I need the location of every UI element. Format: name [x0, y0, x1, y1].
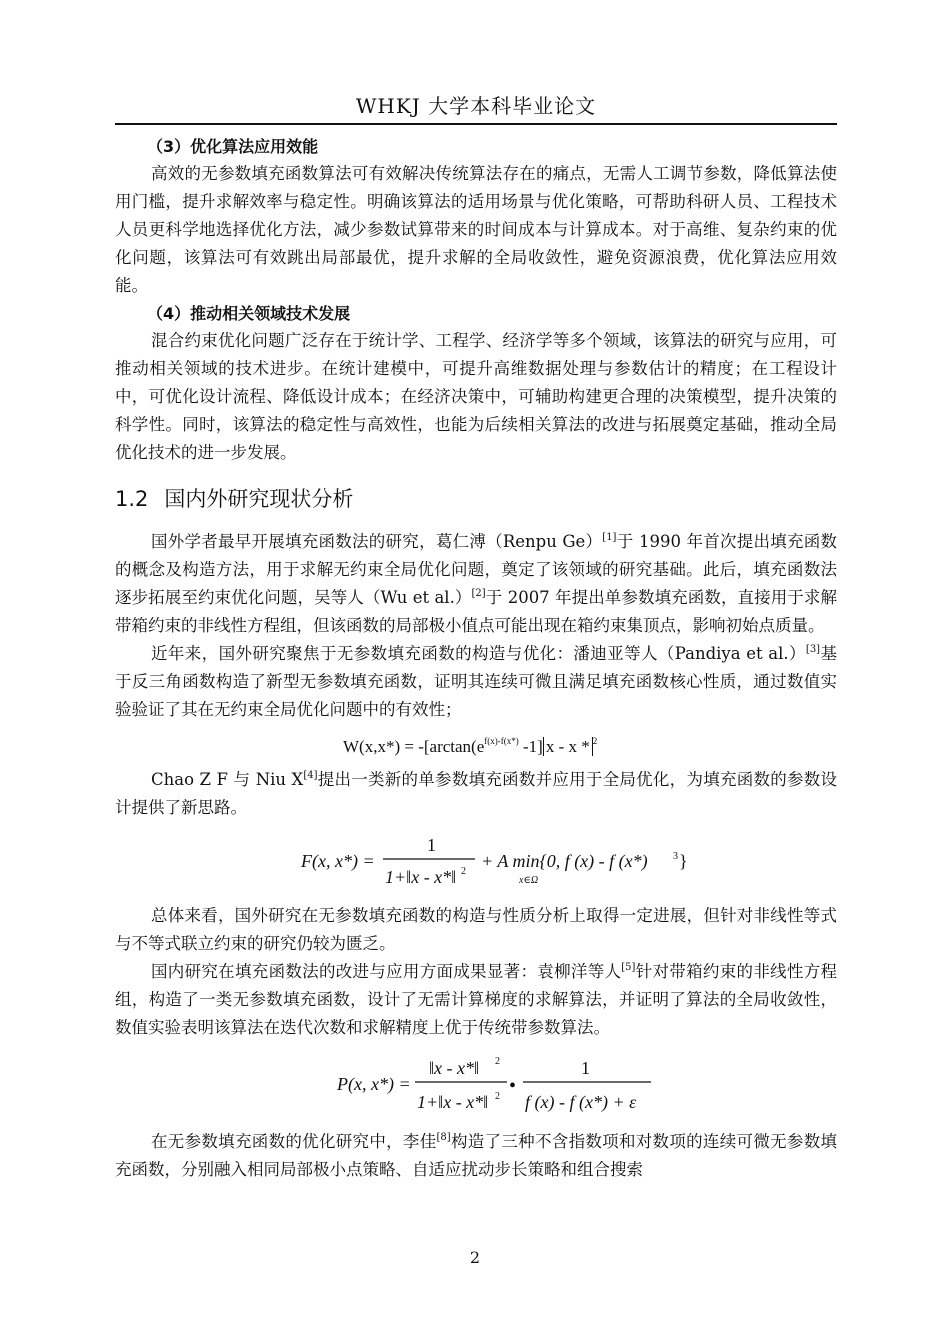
citation-ref: [2]	[471, 588, 486, 599]
eq-norm: x - x *	[543, 737, 593, 756]
text-run: 国外学者最早开展填充函数法的研究，葛仁溥（Renpu Ge）	[151, 532, 603, 551]
subsection-heading-4: （4）推动相关领域技术发展	[147, 304, 351, 323]
citation-ref: [4]	[303, 770, 318, 781]
eq-exponent: 2	[495, 1091, 500, 1102]
text-run: 构造了三种不含指数项和对数项的连续可微无参数填充函数，分别融入相同局部极小点策略、自适应扰动步长策略和组合搜索	[115, 1132, 838, 1179]
page-number: 2	[469, 1248, 481, 1267]
text-run: 提出一类新的单参数填充函数并应用于全局优化，为填充函数的参数设计提供了新思路。	[115, 770, 838, 817]
citation-ref: [1]	[602, 532, 617, 543]
equation-f-svg	[115, 830, 837, 890]
paragraph-3	[115, 766, 837, 822]
eq-numerator: 1	[581, 1058, 590, 1078]
eq-subscript: x∈Ω	[519, 875, 539, 886]
text-run: 在无参数填充函数的优化研究中，李佳	[151, 1132, 437, 1151]
eq-denominator: 1+‖x - x*‖	[385, 867, 457, 887]
equation-f	[115, 830, 837, 890]
text-run: 国内研究在填充函数法的改进与应用方面成果显著：袁柳洋等人	[151, 962, 622, 981]
eq-exponent: 3	[673, 851, 678, 862]
text-run: Chao Z F 与 Niu X	[151, 770, 304, 789]
eq-tail: + A min{0, f (x) - f (x*)	[481, 851, 648, 871]
text-run: 近年来，国外研究聚焦于无参数填充函数的构造与优化：潘迪亚等人（Pandiya et al.）	[151, 644, 806, 663]
text-run: 基于反三角函数构造了新型无参数填充函数，证明其连续可微且满足填充函数核心性质，通过数值实验验证了其在无约束全局优化问题中的有效性；	[115, 644, 837, 719]
paragraph-2	[115, 640, 837, 724]
paragraph-5	[115, 958, 837, 1042]
subsection-heading-3: （3）优化算法应用效能	[147, 137, 319, 156]
text-run: 针对带箱约束的非线性方程组，构造了一类无参数填充函数，设计了无需计算梯度的求解算法，并证明了算法的全局收敛性，数值实验表明该算法在迭代次数和求解精度上优于传统带参数算法。	[115, 962, 838, 1037]
eq-numerator: ‖x - x*‖	[429, 1058, 480, 1078]
section-number: 1.2	[115, 487, 149, 511]
section-heading	[115, 484, 837, 514]
eq-denominator: f (x) - f (x*) + ε	[525, 1092, 637, 1112]
eq-dot: •	[509, 1075, 517, 1097]
citation-ref: [3]	[805, 644, 821, 655]
paragraph-4: 总体来看，国外研究在无参数填充函数的构造与性质分析上取得一定进展，但针对非线性等式与不等式联立约束的研究仍较为匮乏。	[115, 906, 837, 953]
text-run: 于 2007 年提出单参数填充函数，直接用于求解带箱约束的非线性方程组，但该函数的局部极小值点可能出现在箱约束集顶点，影响初始点质量。	[115, 588, 837, 635]
eq-exponent: 2	[592, 736, 598, 746]
equation-w	[115, 730, 837, 758]
equation-p	[115, 1050, 837, 1116]
eq-text: -1]	[518, 737, 543, 756]
paragraph-s3: 高效的无参数填充函数算法可有效解决传统算法存在的痛点，无需人工调节参数，降低算法使用门槛，提升求解效率与稳定性。明确该算法的适用场景与优化策略，可帮助科研人员、工程技术人员更科学地选择优化方法，减少参数试算带来的时间成本与计算成本。对于高维、复杂约束的优化问题，该算法可有效跳出局部最优，提升求解的全局收敛性，避免资源浪费，优化算法应用效能。	[115, 164, 837, 295]
eq-close: }	[679, 851, 688, 871]
eq-numerator: 1	[427, 835, 436, 855]
citation-ref: [8]	[436, 1132, 451, 1143]
eq-denominator: 1+‖x - x*‖	[417, 1092, 489, 1112]
eq-lhs: F(x, x*) =	[301, 851, 375, 871]
text-run: 于 1990 年首次提出填充函数的概念及构造方法，用于求解无约束全局优化问题，奠定了该领域的研究基础。此后，填充函数法逐步拓展至约束优化问题，吴等人（Wu et al.）	[115, 532, 837, 607]
eq-exponent: f(x)-f(x*)	[484, 736, 519, 746]
citation-ref: [5]	[621, 962, 636, 973]
eq-text: W(x,x*) = -[arctan(e	[343, 737, 485, 756]
paragraph-s4: 混合约束优化问题广泛存在于统计学、工程学、经济学等多个领域，该算法的研究与应用，可推动相关领域的技术进步。在统计建模中，可提升高维数据处理与参数估计的精度；在工程设计中，可优化设计流程、降低设计成本；在经济决策中，可辅助构建更合理的决策模型，提升决策的科学性。同时，该算法的稳定性与高效性，也能为后续相关算法的改进与拓展奠定基础，推动全局优化技术的进一步发展。	[115, 331, 837, 462]
header-rule	[115, 123, 837, 125]
eq-exponent: 2	[495, 1056, 500, 1067]
running-header: WHKJ 大学本科毕业论文	[355, 94, 597, 118]
page-body	[115, 133, 837, 1184]
eq-exponent: 2	[461, 866, 466, 877]
eq-lhs: P(x, x*) =	[337, 1074, 411, 1094]
paragraph-1	[115, 528, 837, 640]
paragraph-6	[115, 1128, 837, 1184]
equation-p-svg	[115, 1050, 837, 1116]
section-title: 国内外研究现状分析	[164, 487, 354, 511]
